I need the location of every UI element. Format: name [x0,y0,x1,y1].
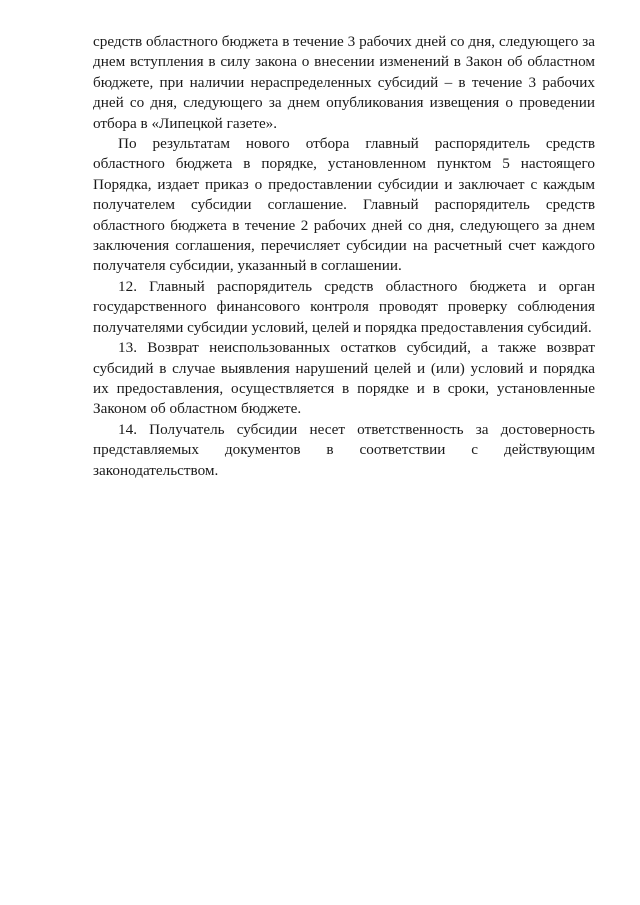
paragraph-new-selection-results: По результатам нового отбора главный распорядитель средств областного бюджета в порядке, установленном пунктом 5 настоящего Порядка, издает приказ о предоставлении субсидии и заключает с каждым получателем субсидии соглашение. Главный распорядитель средств областного бюджета в течение 2 рабочих дней со дня, следующего за днем заключения соглашения, перечисляет субсидии на расчетный счет каждого получателя субсидии, указанный в соглашении. [93,135,595,275]
document-body [93,32,595,481]
paragraph-item-14: 14. Получатель субсидии несет ответственность за достоверность представляемых документов в соответствии с действующим законодательством. [93,420,595,479]
paragraph-item-12: 12. Главный распорядитель средств областного бюджета и орган государственного финансового контроля проводят проверку соблюдения получателями субсидии условий, целей и порядка предоставления субсидий. [93,277,595,336]
paragraph-item-13: 13. Возврат неиспользованных остатков субсидий, а также возврат субсидий в случае выявления нарушений целей и (или) условий и порядка их предоставления, осуществляется в порядке и в сроки, установленные Законом об областном бюджете. [93,339,595,418]
paragraph-continuation: средств областного бюджета в течение 3 рабочих дней со дня, следующего за днем вступления в силу закона о внесении изменений в Закон об областном бюджете, при наличии нераспределенных субсидий – в течение 3 рабочих дней со дня, следующего за днем опубликования извещения о проведении отбора в «Липецкой газете». [93,33,595,132]
